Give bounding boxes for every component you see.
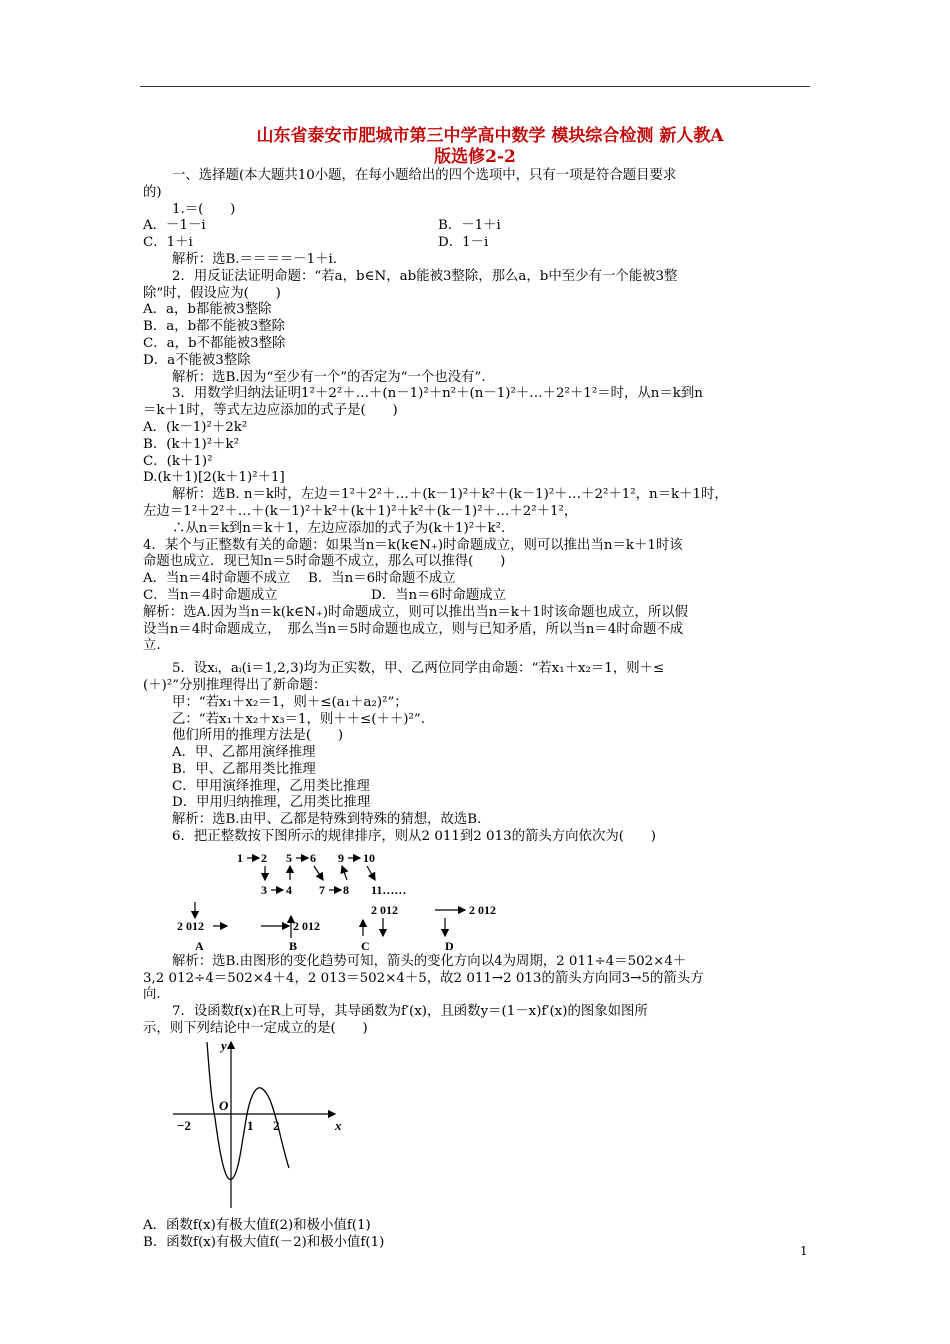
option-letter-c: C <box>361 938 370 953</box>
q4-solution-end: 立. <box>143 638 161 654</box>
q3-solution-cont: 左边＝1²＋2²＋…＋(k－1)²＋k²＋(k＋1)²＋k²＋(k－1)²＋…＋2²＋1²， <box>143 503 578 519</box>
origin-label: O <box>219 1097 229 1113</box>
tick-minus-2: −2 <box>177 1117 191 1133</box>
page-number: 1 <box>800 1244 808 1258</box>
function-graph <box>163 1038 363 1218</box>
q5-proposition-jia: 甲：“若x₁＋x₂＝1，则＋≤(a₁＋a₂)²”； <box>172 694 408 710</box>
document-title <box>140 126 810 168</box>
option-c-label: 2 012 <box>371 902 398 917</box>
q2-option-a: A．a，b都能被3整除 <box>143 302 272 318</box>
q4-solution: 解析：选A.因为当n＝k(k∈N₊)时命题成立，则可以推出当n＝k＋1时该命题也成立，所以假 <box>143 604 689 620</box>
q2-stem: 2．用反证法证明命题：“若a，b∈N，ab能被3整除，那么a，b中至少有一个能被3整 <box>172 268 678 284</box>
num-7: 7 <box>319 882 325 897</box>
num-11: 11…… <box>371 882 407 897</box>
option-b-label: 2 012 <box>293 918 320 933</box>
num-1: 1 <box>237 850 243 865</box>
option-letter-d: D <box>445 938 454 953</box>
num-2: 2 <box>261 850 267 865</box>
q7-option-a: A．函数f(x)有极大值f(2)和极小值f(1) <box>143 1217 371 1233</box>
document-body <box>143 168 813 1251</box>
option-letter-b: B <box>289 938 298 953</box>
q1-option-a: A．－1－i <box>143 218 206 234</box>
num-5: 5 <box>286 850 292 865</box>
q1-stem: 1.＝( ) <box>172 201 236 217</box>
q3-option-a: A．(k－1)²＋2k² <box>143 419 248 435</box>
q3-stem: 3．用数学归纳法证明1²＋2²＋…＋(n－1)²＋n²＋(n－1)²＋…＋2²＋1²＝时，从n＝k到n <box>172 386 703 402</box>
num-4: 4 <box>286 882 292 897</box>
q3-option-d: D.(k＋1)[2(k＋1)²＋1] <box>143 470 285 486</box>
tick-2: 2 <box>273 1117 280 1133</box>
q7-stem: 7．设函数f(x)在R上可导，其导函数为f′(x)，且函数y＝(1－x)f′(x)的图象如图所 <box>172 1004 648 1020</box>
q5-stem: 5．设xᵢ，aᵢ(i＝1,2,3)均为正实数，甲、乙两位同学由命题：“若x₁＋x₂＝1，则＋≤ <box>172 661 665 677</box>
q4-options-ab: A．当n＝4时命题不成立 B．当n＝6时命题不成立 <box>143 571 456 587</box>
title-line-1: 山东省泰安市肥城市第三中学高中数学 模块综合检测 新人教A <box>256 126 724 146</box>
q4-option-d: D．当n＝6时命题成立 <box>371 587 507 603</box>
q2-option-d: D．a不能被3整除 <box>143 352 251 368</box>
q1-option-b: B．－1＋i <box>438 218 501 234</box>
x-label: x <box>335 1117 342 1133</box>
q6-solution-end: 向. <box>143 987 161 1003</box>
num-3: 3 <box>261 882 267 897</box>
section-heading: 一、选择题(本大题共10小题，在每小题给出的四个选项中，只有一项是符合题目要求 <box>172 168 677 183</box>
option-letter-a: A <box>195 938 204 953</box>
q4-stem: 4．某个与正整数有关的命题：如果当n＝k(k∈N₊)时命题成立，则可以推出当n＝k＋1时该 <box>143 537 683 553</box>
num-8: 8 <box>343 882 349 897</box>
q2-stem-cont: 除”时，假设应为( ) <box>143 285 281 301</box>
q3-solution: 解析：选B. n＝k时，左边＝1²＋2²＋…＋(k－1)²＋k²＋(k－1)²＋…＋2²＋1²，n＝k＋1时， <box>172 487 728 503</box>
q3-option-b: B．(k＋1)²＋k² <box>143 436 239 452</box>
q5-option-a: A．甲、乙都用演绎推理 <box>172 745 316 761</box>
q5-proposition-yi: 乙：“若x₁＋x₂＋x₃＝1，则＋＋≤(＋＋)²”. <box>172 711 425 727</box>
q7-graph <box>143 1038 813 1218</box>
q5-solution: 解析：选B.由甲、乙都是特殊到特殊的猜想，故选B. <box>172 812 482 828</box>
q7-stem-cont: 示，则下列结论中一定成立的是( ) <box>143 1021 368 1037</box>
num-10: 10 <box>363 850 375 865</box>
num-6: 6 <box>310 850 316 865</box>
q6-solution-cont: 3,2 012÷4＝502×4＋4，2 013＝502×4＋5，故2 011→2 013的箭头方向同3→5的箭头方 <box>143 970 704 986</box>
q6-stem: 6．把正整数按下图所示的规律排序，则从2 011到2 013的箭头方向依次为( ) <box>172 829 656 845</box>
q4-solution-cont: 设当n＝4时命题成立， 那么当n＝5时命题也成立，则与已知矛盾，所以当n＝4时命题不成 <box>143 621 684 637</box>
q2-solution: 解析：选B.因为“至少有一个”的否定为“一个也没有”. <box>172 369 486 385</box>
q1-solution: 解析：选B.＝＝＝＝－1＋i. <box>172 251 338 267</box>
q4-options-cd <box>143 588 813 605</box>
q3-stem-cont: ＝k＋1时，等式左边应添加的式子是( ) <box>143 403 398 419</box>
y-label: y <box>221 1037 227 1053</box>
q1-option-c: C．1＋i <box>143 235 193 251</box>
q2-option-c: C．a，b不都能被3整除 <box>143 335 286 351</box>
q3-solution-end: ∴从n＝k到n＝k＋1，左边应添加的式子为(k＋1)²＋k². <box>172 520 506 536</box>
q5-option-c: C．甲用演绎推理，乙用类比推理 <box>172 778 370 794</box>
q5-option-b: B．甲、乙都用类比推理 <box>172 761 316 777</box>
q6-solution: 解析：选B.由图形的变化趋势可知，箭头的变化方向以4为周期，2 011÷4＝502×4＋ <box>172 953 687 969</box>
q2-option-b: B．a，b都不能被3整除 <box>143 319 286 335</box>
num-9: 9 <box>338 850 344 865</box>
tick-1: 1 <box>247 1117 254 1133</box>
q7-option-b: B．函数f(x)有极大值f(－2)和极小值f(1) <box>143 1234 385 1250</box>
q1-options-cd <box>143 235 813 252</box>
arrow-pattern-diagram <box>173 846 593 954</box>
q5-stem-cont: (＋)²”分别推理得出了新命题： <box>143 677 327 693</box>
option-a-label: 2 012 <box>177 918 204 933</box>
q1-options-ab <box>143 218 813 235</box>
q4-option-c: C．当n＝4时命题成立 <box>143 587 278 603</box>
option-d-label: 2 012 <box>469 902 496 917</box>
header-rule <box>140 86 810 87</box>
q5-question: 他们所用的推理方法是( ) <box>172 728 344 744</box>
q5-option-d: D．甲用归纳推理，乙用类比推理 <box>172 795 371 811</box>
q3-option-c: C．(k＋1)² <box>143 453 213 469</box>
q6-figure <box>143 846 813 954</box>
q4-stem-cont: 命题也成立．现已知n＝5时命题不成立，那么可以推得( ) <box>143 554 506 570</box>
title-line-2: 版选修2-2 <box>434 147 516 167</box>
section-heading-cont: 的) <box>143 184 162 200</box>
q1-option-d: D．1－i <box>438 235 489 251</box>
